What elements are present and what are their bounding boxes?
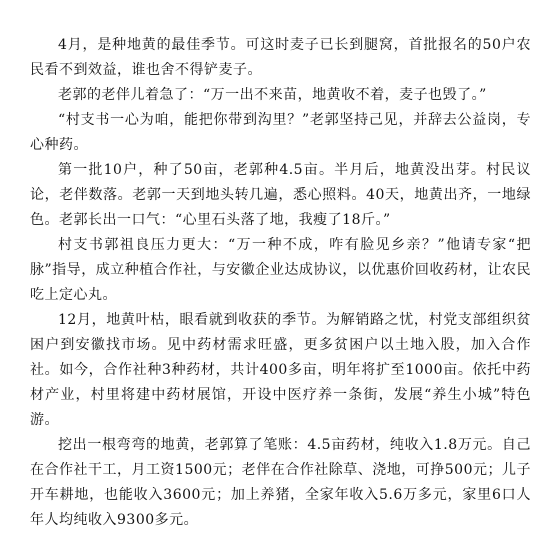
paragraph-4: 第一批10户，种了50亩，老郭种4.5亩。半月后，地黄没出芽。村民议论，老伴数落。老郭一天到地头转几遍，悉心照料。40天，地黄出齐，一地绿色。老郭长出一口气：“心里石头落了地，我瘦了18斤。” [30,162,531,228]
paragraph-2: 老郭的老伴儿着急了：“万一出不来苗，地黄收不着，麦子也毁了。” [58,87,487,103]
paragraph-1: 4月，是种地黄的最佳季节。可这时麦子已长到腿窝，首批报名的50户农民看不到效益，谁也舍不得铲麦子。 [30,37,531,78]
paragraph-6: 12月，地黄叶枯，眼看就到收获的季节。为解销路之忧，村党支部组织贫困户到安徽找市场。见中药材需求旺盛，更多贫困户以土地入股，加入合作社。如今，合作社种3种药材，共计400多亩，明年将扩至1000亩。依托中药材产业，村里将建中药材展馆，开设中医疗养一条街，发展“养生小城”特色游。 [30,312,531,428]
paragraph-3: “村支书一心为咱，能把你带到沟里？”老郭坚持己见，并辞去公益岗，专心种药。 [30,112,531,153]
paragraph-5: 村支书郭祖良压力更大：“万一种不成，咋有脸见乡亲？”他请专家“把脉”指导，成立种植合作社，与安徽企业达成协议，以优惠价回收药材，让农民吃上定心丸。 [30,237,531,303]
paragraph-7: 挖出一根弯弯的地黄，老郭算了笔账：4.5亩药材，纯收入1.8万元。自己在合作社干工，月工资1500元；老伴在合作社除草、浇地，可挣500元；儿子开车耕地，也能收入3600元；加上养猪，全家年收入5.6万多元，家里6口人年人均纯收入9300多元。 [30,437,531,528]
